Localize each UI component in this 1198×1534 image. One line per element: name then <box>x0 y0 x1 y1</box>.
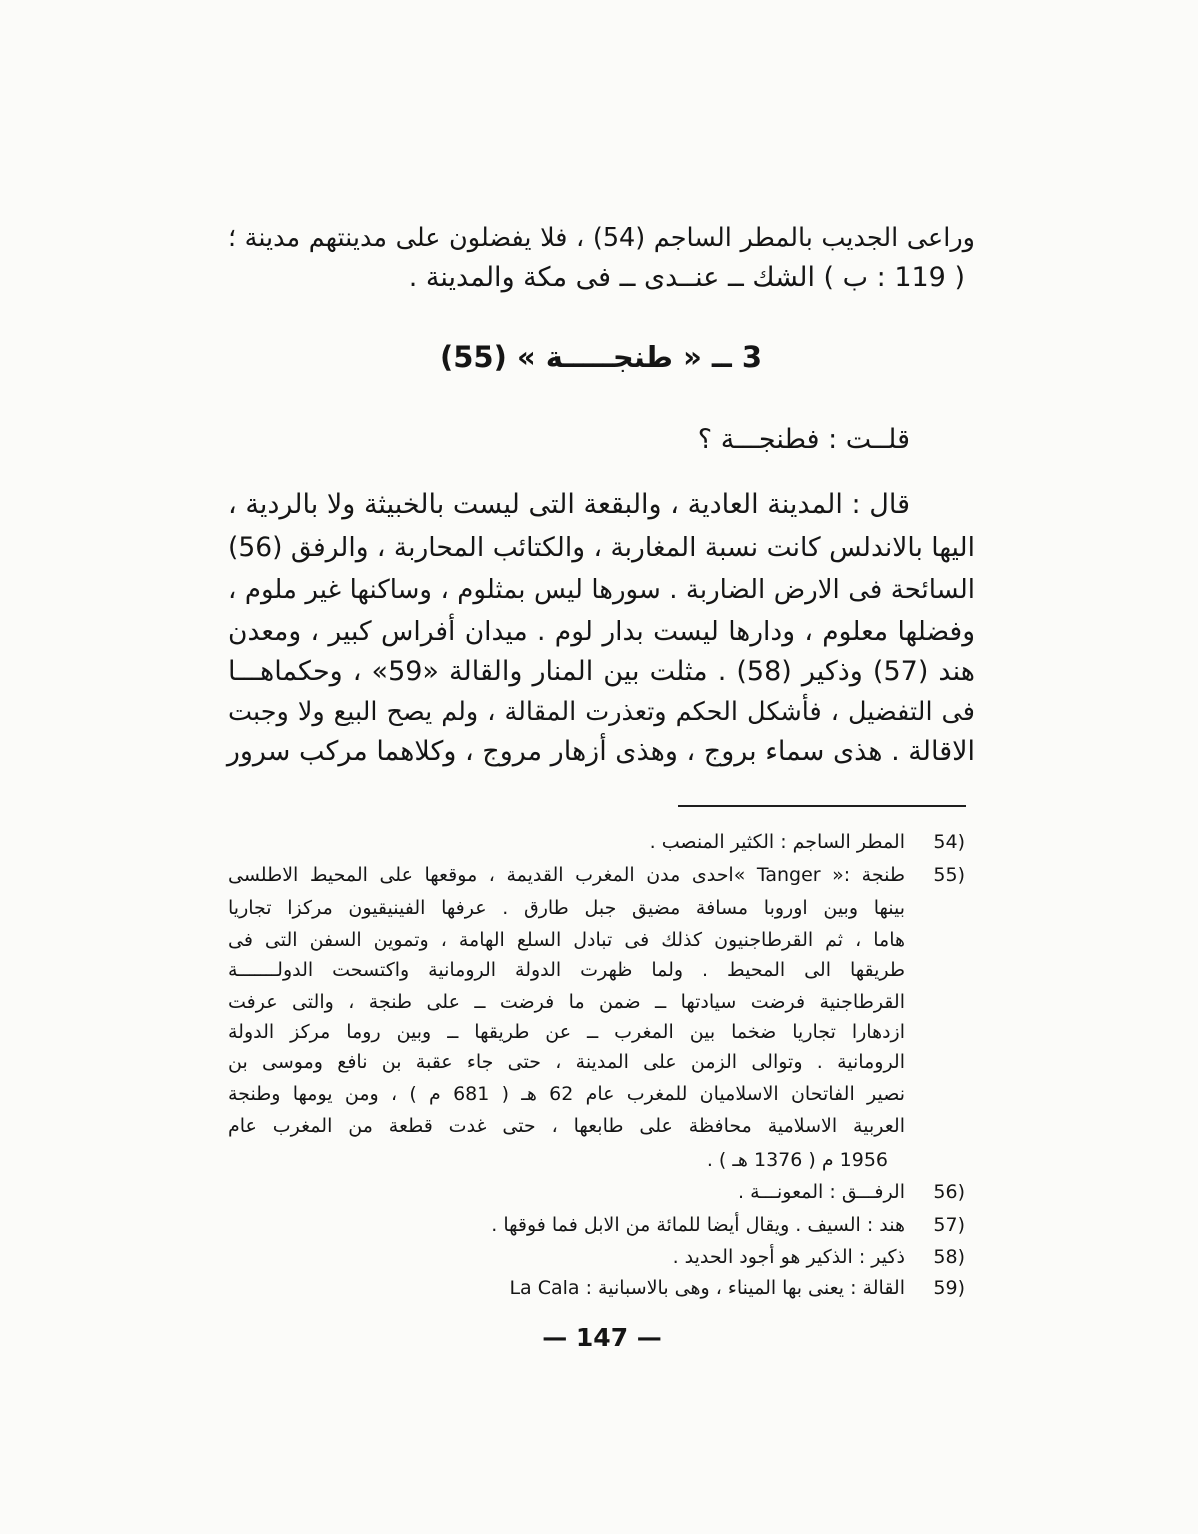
footnote-text: ذكير : الذكير هو أجود الحديد . <box>672 1246 905 1268</box>
footnote-text: الرومانية . وتوالى الزمن على المدينة ، حتى جاء عقبة بن نافع وموسى بن <box>228 1051 905 1073</box>
question-line: قلــت : فطنجـــة ؟ <box>697 424 910 455</box>
paragraph-line: الاقالة . هذى سماء بروج ، وهذى أزهار مروج ، وكلاهما مركب سرور <box>226 736 975 767</box>
footnote-number: 54) <box>933 831 965 853</box>
body-line: وراعى الجديب بالمطر الساجم (54) ، فلا يفضلون على مدينتهم مدينة ؛ <box>228 223 975 253</box>
page-number: — 147 — <box>542 1323 662 1352</box>
footnote-text: 1956 م ( 1376 هـ ) . <box>706 1149 888 1171</box>
footnote-separator <box>678 805 966 807</box>
footnote-number: 58) <box>933 1246 965 1268</box>
paragraph-line: اليها بالاندلس كانت نسبة المغاربة ، والكتائب المحاربة ، والرفق (56) <box>228 532 975 563</box>
body-line: ( 119 : ب ) الشك ــ عنــدى ــ فى مكة والمدينة . <box>408 262 965 293</box>
footnote-number: 59) <box>933 1277 965 1299</box>
section-heading: 3 ــ « طنجـــــة » (55) <box>439 340 763 374</box>
footnote-text: طنجة :« Tanger »احدى مدن المغرب القديمة ، موقعها على المحيط الاطلسى <box>228 864 905 886</box>
footnote-text: ازدهارا تجاريا ضخما بين المغرب ــ عن طريقها ــ وبين روما مركز الدولة <box>228 1021 905 1043</box>
footnote-text: نصير الفاتحان الاسلاميان للمغرب عام 62 هـ ( 681 م ) ، ومن يومها وطنجة <box>228 1083 905 1105</box>
footnote-text: طريقها الى المحيط . ولما ظهرت الدولة الرومانية واكتسحت الدولـــــــة <box>228 959 905 981</box>
paragraph-line: وفضلها معلوم ، ودارها ليست بدار لوم . ميدان أفراس كبير ، ومعدن <box>228 616 975 647</box>
footnote-text: المطر الساجم : الكثير المنصب . <box>649 831 905 853</box>
paragraph-line: السائحة فى الارض الضاربة . سورها ليس بمثلوم ، وساكنها غير ملوم ، <box>228 575 975 605</box>
paragraph-line: فى التفضيل ، فأشكل الحكم وتعذرت المقالة ، ولم يصح البيع ولا وجبت <box>228 697 975 727</box>
footnote-text: هند : السيف . ويقال أيضا للمائة من الابل فما فوقها . <box>491 1214 905 1236</box>
footnote-number: 57) <box>933 1214 965 1236</box>
footnote-number: 55) <box>933 864 965 886</box>
footnote-text: هاما ، ثم القرطاجنيون كذلك فى تبادل السلع الهامة ، وتموين السفن التى فى <box>228 929 905 951</box>
footnote-text: العربية الاسلامية محافظة على طابعها ، حتى غدت قطعة من المغرب عام <box>228 1115 905 1137</box>
footnote-number: 56) <box>933 1181 965 1203</box>
paragraph-line: قال : المدينة العادية ، والبقعة التى ليست بالخبيثة ولا بالردية ، <box>228 489 910 520</box>
footnote-text: القالة : يعنى بها الميناء ، وهى بالاسبانية : La Cala <box>509 1277 905 1299</box>
footnote-text: القرطاجنية فرضت سيادتها ــ ضمن ما فرضت ــ على طنجة ، والتى عرفت <box>228 991 905 1013</box>
paragraph-line: هند (57) وذكير (58) . مثلت بين المنار والقالة «59» ، وحكماهـــا <box>228 656 975 687</box>
footnote-text: الرفـــق : المعونـــة . <box>738 1181 905 1203</box>
footnote-text: بينها وبين اوروبا مسافة مضيق جبل طارق . عرفها الفينيقيون مركزا تجاريا <box>228 897 905 919</box>
